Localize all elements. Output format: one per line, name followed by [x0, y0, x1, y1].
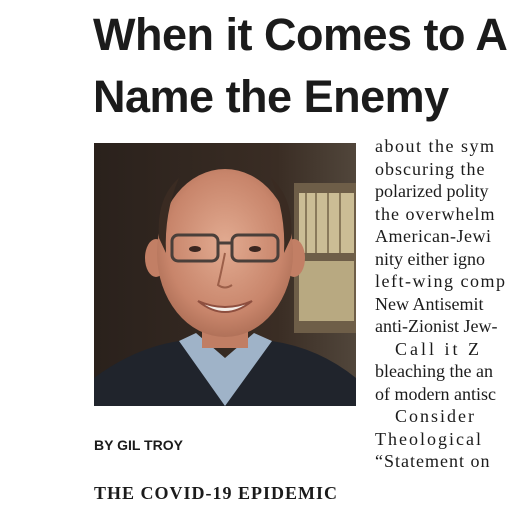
article-headline: [93, 4, 512, 128]
headline-line-2: Name the Enemy: [93, 71, 449, 122]
body-line: of modern antisc: [375, 383, 496, 404]
body-line: bleaching the an: [375, 361, 493, 381]
body-line: “Statement on: [375, 451, 491, 471]
body-line: Call it Z: [395, 338, 482, 359]
body-line: left-wing comp: [375, 271, 507, 291]
body-line: American-Jewi: [375, 226, 492, 246]
body-line: about the sym: [375, 136, 496, 156]
body-line: Theological: [375, 428, 483, 449]
body-line: the overwhelm: [375, 203, 496, 224]
headline-line-1: When it Comes to A: [93, 9, 508, 60]
body-line: anti-Zionist Jew-: [375, 316, 498, 336]
lede-opening: THE COVID-19 EPIDEMIC: [94, 483, 339, 503]
byline: BY GIL TROY: [94, 437, 183, 453]
body-line: Consider: [395, 406, 476, 426]
body-line: obscuring the: [375, 158, 486, 179]
author-portrait-image: [94, 143, 356, 406]
body-line: New Antisemit: [375, 293, 484, 314]
body-column: [375, 135, 512, 473]
author-photo: [94, 143, 356, 406]
body-line: nity either igno: [375, 248, 485, 269]
body-line: polarized polity: [375, 181, 489, 201]
